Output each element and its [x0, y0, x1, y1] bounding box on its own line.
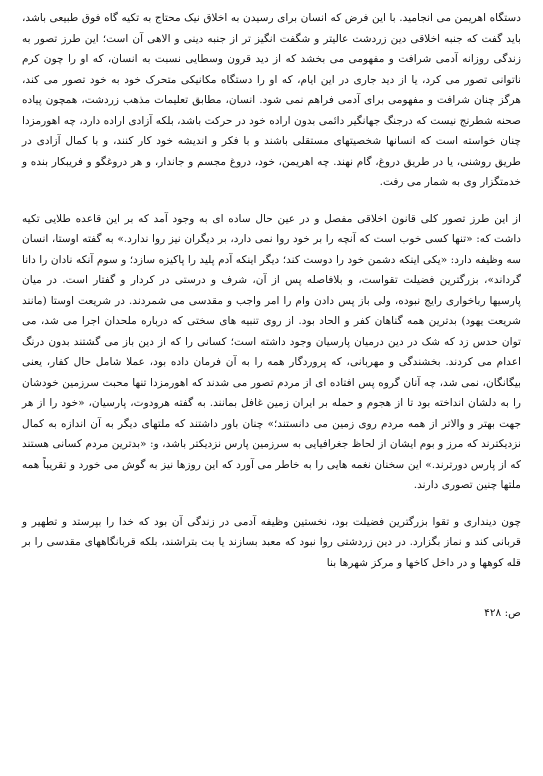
paragraph-2: از این طرز تصور کلی قانون اخلاقی مفصل و در عین حال ساده ای به وجود آمد که بر این قاعده طلایی تکیه داشت که: «تنها کسی خوب است که آنچه را بر خود روا نمی دارد، بر دیگران نیز روا ندارد.» به گفته اوستا، انسان سه وظیفه دارد: «یکی اینکه دشمن خود را دوست کند؛ دیگر اینکه آدم پلید را پاکیزه سازد؛ و سوم آنکه نادان را دانا گرداند»، بزرگترین فضیلت تقواست، و بلافاصله پس از آن، شرف و درستی در کردار و گفتار است. در میان پارسیها رباخواری رایج نبوده، ولی باز پس دادن وام را امر واجب و مقدسی می شمردند. در شریعت اوستا (مانند شریعت یهود) بدترین همه گناهان کفر و الحاد بود. از روی تنبیه های سختی که درباره ملحدان اجرا می شد، می توان حدس زد که شک در دین درمیان پارسیان وجود داشته است؛ کسانی را که از دین باز می گشتند بدون درنگ اعدام می کردند. بخشندگی و مهربانی، که پروردگار همه را به آن فرمان داده بود، عملا شامل حال کفار، یعنی بیگانگان، نمی شد، چه آنان گروه پس افتاده ای از مردم تصور می شدند که اهورمزدا تنها محبت سرزمین خودشان را به دلشان انداخته بود تا از هجوم و حمله بر ایران زمین غافل بمانند. به گفته هرودوت، پارسیان، «خود را از هر جهت بهتر و والاتر از همه مردم روی زمین می دانستند؛» چنان باور داشتند که ملتهای دیگر به آن اندازه به کمال نزدیکترند که مرز و بوم ایشان از لحاظ جغرافیایی به سرزمین پارس نزدیکتر باشد، و: «بدترین مردم کسانی هستند که از پارس دورترند.» این سخنان نغمه هایی را به خاطر می آورد که این روزها نیز به گوش می خورد و تقریباً همه ملتها چنین تصوری دارند.: [22, 212, 521, 491]
page-number: ص: ۴۲۸: [484, 607, 521, 619]
paragraph-3: چون دینداری و تقوا بزرگترین فضیلت بود، نخستین وظیفه آدمی در زندگی آن بود که خدا را بپرستد و تطهیر و قربانی کند و نماز بگزارد. در دین زردشتی روا نبود که معبد بسازند یا بت بتراشند، بلکه قربانگاههای مقدسی را بر قله کوهها و در داخل کاخها و مرکز شهرها بنا: [22, 515, 521, 569]
document-page: [22, 8, 521, 623]
paragraph-1: دستگاه اهریمن می انجامید. با این فرض که انسان برای رسیدن به اخلاق نیک محتاج به تکیه گاه فوق طبیعی باشد، باید گفت که جنبه اخلاقی دین زردشت عالیتر و شگفت انگیز تر از جنبه دینی و الاهی آن است؛ این طرز تصور به زندگی روزانه آدمی شرافت و مفهومی می بخشد که از دید قرون وسطایی نسبت به انسان، که او را چون کرم ناتوانی تصور می کرد، یا از دید جاری در این ایام، که او را دستگاه مکانیکی متحرک خود به خود تصور می کند، هرگز چنان شرافت و مفهومی برای آدمی فراهم نمی شود. انسان، مطابق تعلیمات مذهب زردشت، همچون پیاده صحنه شطرنج نیست که درجنگ جهانگیر دائمی بدون اراده خود در حرکت باشد، بلکه آزادی اراده دارد، چه اهورمزدا چنان خواسته است که انسانها شخصیتهای مستقلی باشند و با فکر و اندیشه خود کار کنند، و با کمال آزادی در طریق روشنی، یا در طریق دروغ، گام نهند. چه اهریمن، خود، دروغ مجسم و جاندار، و هر دروغگو و فریبکار بنده و خدمتگزار وی به شمار می رفت.: [22, 12, 521, 188]
